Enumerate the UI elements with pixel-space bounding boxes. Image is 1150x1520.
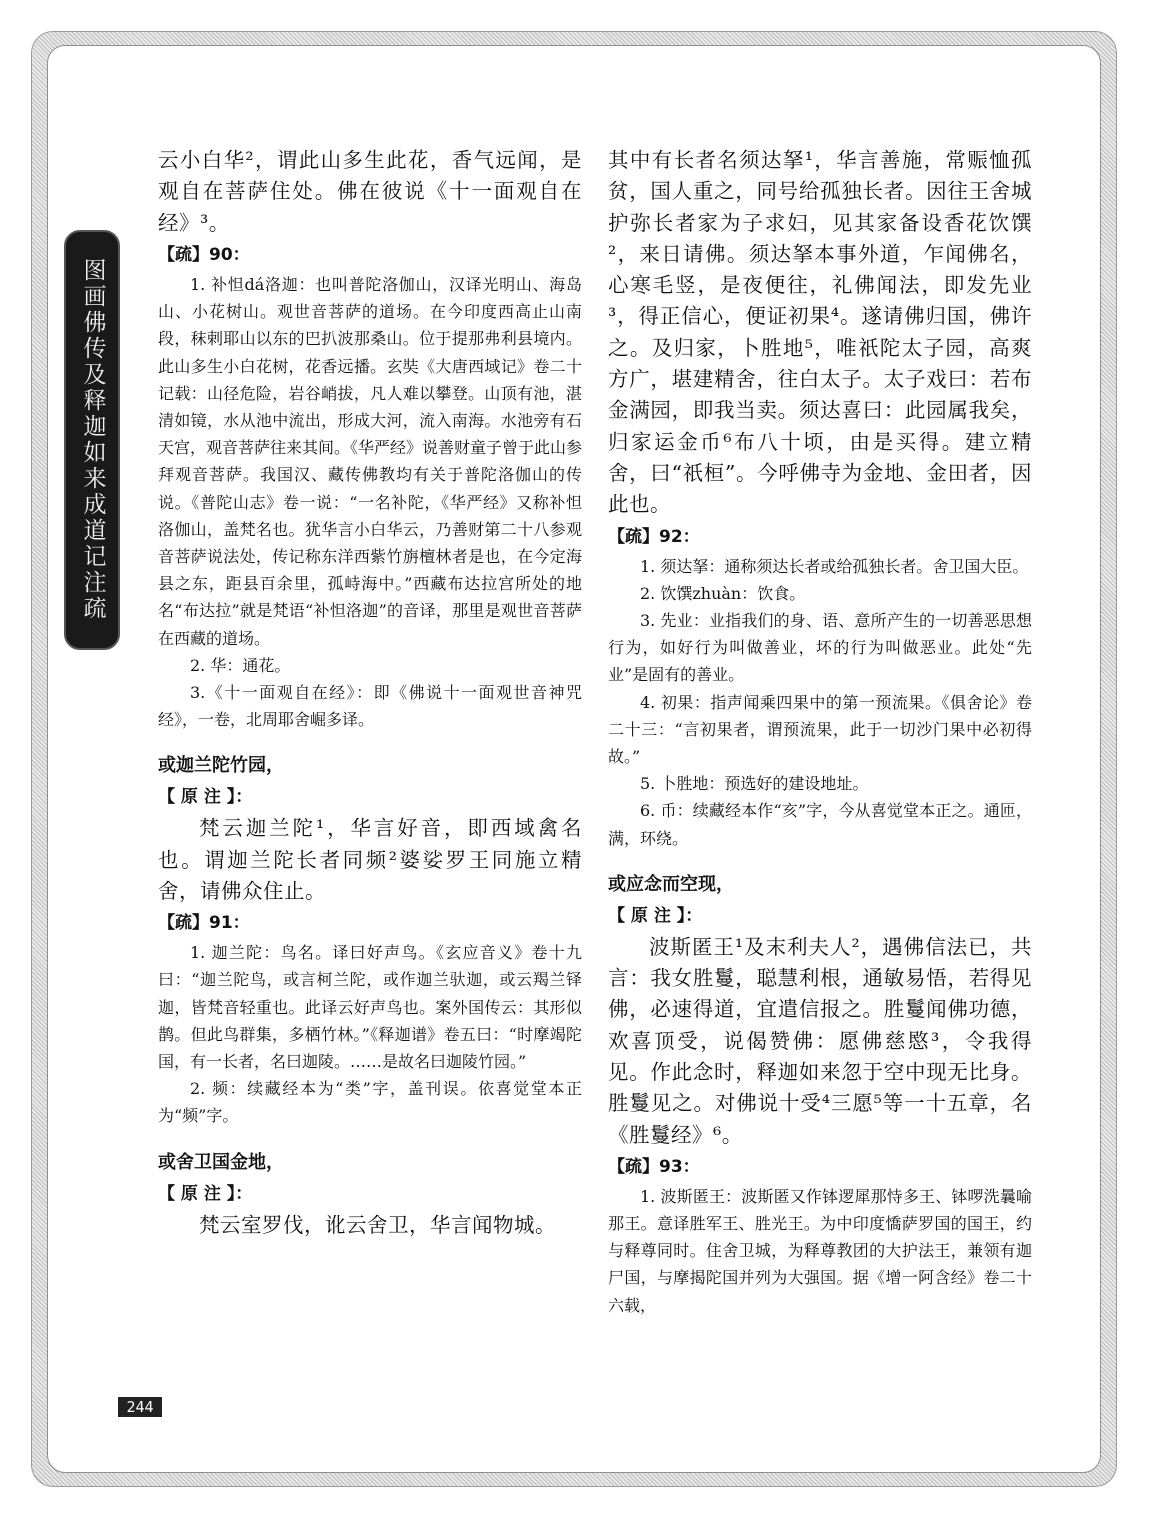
side-title-tab: [64, 230, 120, 650]
commentary-92-note-2: 2. 饮馔zhuàn：饮食。: [640, 583, 806, 603]
left-paragraph-3: 梵云室罗伐，讹云舍卫，华言闻物城。: [199, 1212, 556, 1237]
commentary-93-note-1: 1. 波斯匿王：波斯匿又作钵逻犀那恃多王、钵啰洗曩喻那王。意译胜军王、胜光王。为中印度憍萨罗国的国王，约与释尊同时。住舍卫城，为释尊教团的大护法王，兼领有迦尸国，与摩揭陀国并列为大强国。据《增一阿含经》卷二十六载，: [608, 1186, 1032, 1315]
original-note-label-3: 【 原 注 】：: [608, 905, 703, 926]
section-heading-sravasti: 或舍卫国金地，: [158, 1151, 284, 1173]
section-heading-appearance: 或应念而空现，: [608, 873, 734, 895]
commentary-90-note-3: 3.《十一面观自在经》：即《佛说十一面观世音神咒经》，一卷，北周耶舍崛多译。: [158, 682, 582, 730]
left-paragraph-2: 梵云迦兰陀¹，华言好音，即西域禽名也。谓迦兰陀长者同频²婆娑罗王同施立精舍，请佛众住止。: [158, 816, 582, 903]
right-paragraph-2: 波斯匿王¹及末利夫人²，遇佛信法已，共言：我女胜鬘，聪慧利根，通敏易悟，若得见佛，必速得道，宜遣信报之。胜鬘闻佛功德，欢喜顶受，说偈赞佛：愿佛慈愍³，令我得见。作此念时，释迦如来忽于空中现无比身。胜鬘见之。对佛说十受⁴三愿⁵等一十五章，名《胜鬘经》⁶。: [608, 934, 1032, 1147]
page-number: 244: [118, 1397, 162, 1417]
commentary-90-label: 【疏】90：: [158, 244, 250, 265]
right-column: [608, 145, 1032, 1319]
commentary-92-note-1: 1. 须达拏：通称须达长者或给孤独长者。舍卫国大臣。: [640, 556, 1029, 576]
original-note-label: 【 原 注 】：: [158, 787, 253, 808]
commentary-92-note-4: 4. 初果：指声闻乘四果中的第一预流果。《俱舍论》卷二十三：“言初果者，谓预流果，此于一切沙门果中必初得故。”: [608, 692, 1032, 766]
commentary-91-note-2: 2. 频：续藏经本为“类”字，盖刊误。依喜觉堂本正为“频”字。: [158, 1079, 582, 1126]
side-title: 图画佛传及释迦如来成道记注疏: [79, 258, 106, 622]
section-heading-bamboo-grove: 或迦兰陀竹园，: [158, 755, 284, 777]
commentary-92-note-3: 3. 先业：业指我们的身、语、意所产生的一切善恶思想行为，如好行为叫做善业，坏的行为叫做恶业。此处“先业”是固有的善业。: [608, 610, 1032, 685]
commentary-90-note-2: 2. 华：通花。: [190, 655, 291, 675]
commentary-92-label: 【疏】92：: [608, 526, 700, 547]
commentary-91-note-1: 1. 迦兰陀：鸟名。译曰好声鸟。《玄应音义》卷十九曰：“迦兰陀鸟，或言柯兰陀，或作迦兰驮迦，或云羯兰铎迦，皆梵音轻重也。此译云好声鸟也。案外国传云：其形似鹊。但此鸟群集，多栖竹林。”《释迦谱》卷五曰：“时摩竭陀国，有一长者，名曰迦陵。……是故名曰迦陵竹园。”: [158, 943, 582, 1072]
commentary-90-note-1: 1. 补怛dá洛迦：也叫普陀洛伽山，汉译光明山、海岛山、小花树山。观世音菩萨的道场。在今印度西高止山南段，秣剌耶山以东的巴扒波那桑山。位于提那弗利县境内。此山多生小白花树，花香远播。玄奘《大唐西域记》卷二十记载：山径危险，岩谷峭拔，凡人难以攀登。山顶有池，湛清如镜，水从池中流出，形成大河，流入南海。水池旁有石天宫，观音菩萨往来其间。《华严经》说善财童子曾于此山参拜观音菩萨。我国汉、藏传佛教均有关于普陀洛伽山的传说。《普陀山志》卷一说：“一名补陀，《华严经》又称补怛洛伽山，盖梵名也。犹华言小白华云，乃善财第二十八参观音菩萨说法处，传记称东洋西紫竹旃檀林者是也，在今定海县之东，距县百余里，孤峙海中。”西藏布达拉宫所处的地名“布达拉”就是梵语“补怛洛迦”的音译，那里是观世音菩萨在西藏的道场。: [158, 274, 583, 648]
right-paragraph-1: 其中有长者名须达拏¹，华言善施，常赈恤孤贫，国人重之，同号给孤独长者。因往王舍城护弥长者家为子求妇，见其家备设香花饮馔²，来日请佛。须达拏本事外道，乍闻佛名，心寒毛竖，是夜便往，礼佛闻法，即发先业³，得正信心，便证初果⁴。遂请佛归国，佛许之。及归家，卜胜地⁵，唯祇陀太子园，高爽方广，堪建精舍，往白太子。太子戏曰：若布金满园，即我当卖。须达喜曰：此园属我矣，归家运金币⁶布八十顷，由是买得。建立精舍，曰“祇桓”。今呼佛寺为金地、金田者，因此也。: [608, 148, 1032, 517]
original-note-label-2: 【 原 注 】：: [158, 1183, 253, 1204]
commentary-92-note-5: 5. 卜胜地：预选好的建设地址。: [640, 774, 869, 794]
commentary-93-label: 【疏】93：: [608, 1156, 700, 1177]
left-column: [158, 145, 582, 1241]
left-paragraph-1: 云小白华²，谓此山多生此花，香气远闻，是观自在菩萨住处。佛在彼说《十一面观自在经》³。: [158, 148, 582, 235]
commentary-91-label: 【疏】91：: [158, 913, 250, 934]
commentary-92-note-6: 6. 币：续藏经本作“亥”字，今从喜觉堂本正之。通匝，满，环绕。: [608, 801, 1032, 848]
